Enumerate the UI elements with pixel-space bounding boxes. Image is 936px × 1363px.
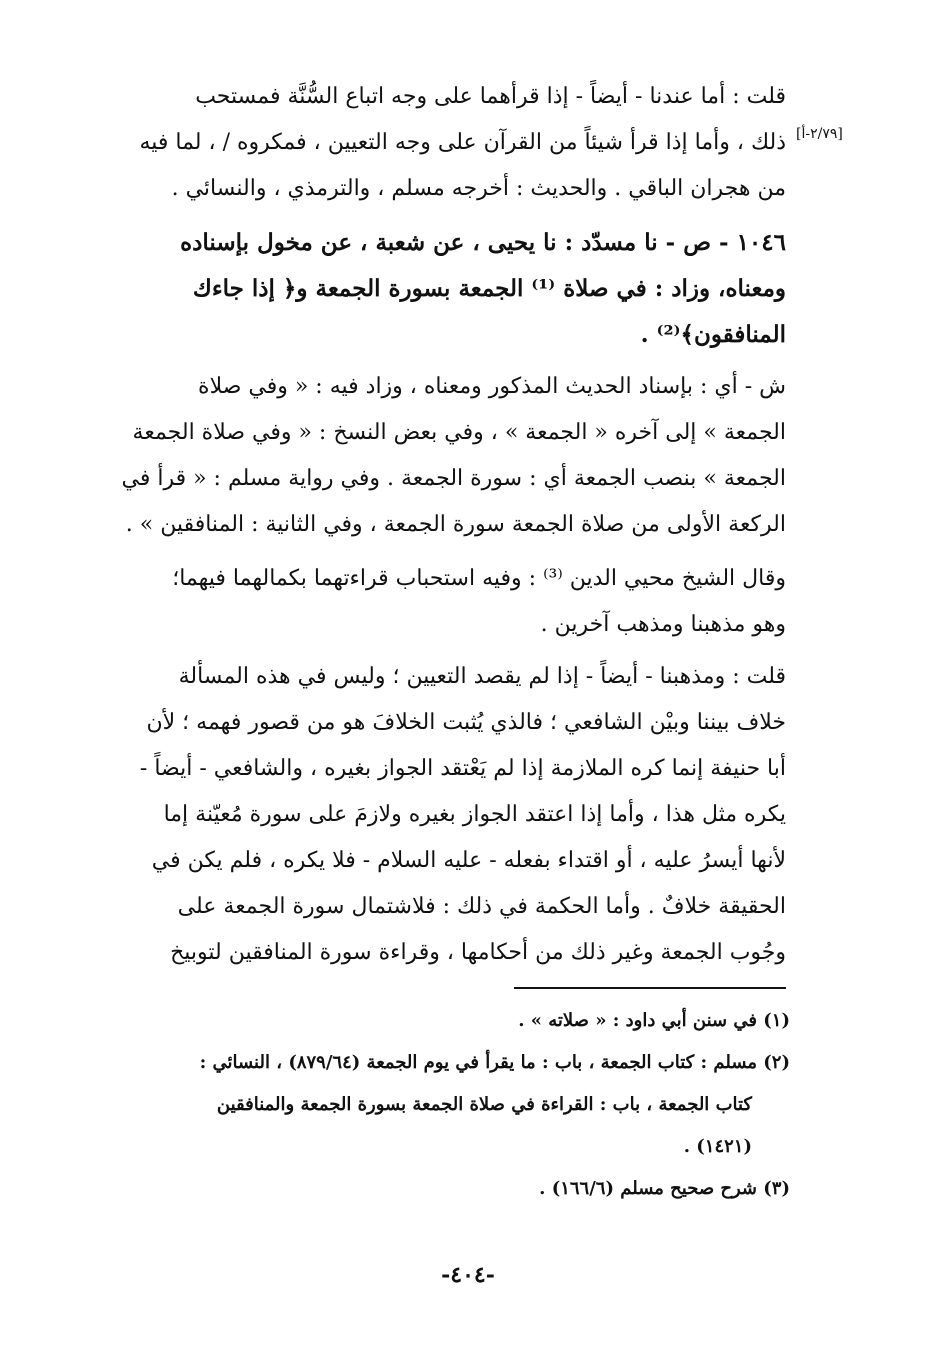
text-line: ١٠٤٦ - ص - نا مسدّد : نا يحيى ، عن شعبة ، عن مخول بإسناده — [180, 229, 786, 256]
footnotes — [100, 1000, 790, 1210]
paragraph-qult-1 — [100, 74, 786, 212]
text-line: المنافقون﴾⁽²⁾ . — [640, 321, 786, 348]
text-line: وقال الشيخ محيي الدين ⁽³⁾ : وفيه استحباب قراءتهما بكمالهما فيهما؛ — [172, 566, 786, 591]
text-line: يكره مثل هذا ، وأما إذا اعتقد الجواز بغيره ولازمَ على سورة مُعيّنة إما — [163, 802, 786, 827]
footnote-2: (٢) مسلم : كتاب الجمعة ، باب : ما يقرأ في يوم الجمعة (٨٧٩/٦٤) ، النسائي : — [199, 1052, 790, 1073]
page-number: -٤٠٤- — [441, 1262, 495, 1288]
footnote-2-continuation: (١٤٢١) . — [683, 1136, 752, 1157]
text-line: قلت : ومذهبنا - أيضاً - إذا لم يقصد التعيين ؛ وليس في هذه المسألة — [178, 664, 786, 689]
text-line: ذلك ، وأما إذا قرأ شيئاً من القرآن على وجه التعيين ، فمكروه / ، لما فيه — [139, 130, 786, 155]
paragraph-qult-2 — [100, 654, 786, 976]
text-line: الحقيقة خلافٌ . وأما الحكمة في ذلك : فلاشتمال سورة الجمعة على — [177, 894, 786, 919]
hadith-text — [100, 220, 786, 358]
manuscript-folio-reference: [٢/٧٩-أ] — [796, 126, 843, 142]
text-line: ومعناه، وزاد : في صلاة ⁽¹⁾ الجمعة بسورة الجمعة و﴿ إذا جاءك — [192, 275, 786, 302]
text-line: الركعة الأولى من صلاة الجمعة سورة الجمعة ، وفي الثانية : المنافقين » . — [125, 512, 786, 537]
footnote-separator-rule — [514, 987, 786, 989]
text-line: قلت : أما عندنا - أيضاً - إذا قرأهما على وجه اتباع السُّنَّة فمستحب — [195, 84, 786, 109]
text-line: ش - أي : بإسناد الحديث المذكور ومعناه ، وزاد فيه : « وفي صلاة — [198, 374, 786, 399]
text-line: وهو مذهبنا ومذهب آخرين . — [540, 612, 786, 637]
text-line: خلاف بيننا وبيْن الشافعي ؛ فالذي يُثبت الخلافَ هو من قصور فهمه ؛ لأن — [146, 710, 786, 735]
text-line: وجُوب الجمعة وغير ذلك من أحكامها ، وقراءة سورة المنافقين لتوبيخ — [170, 940, 786, 965]
text-line: أبا حنيفة إنما كره الملازمة إذا لم يَعْتقد الجواز بغيره ، والشافعي - أيضاً - — [139, 756, 786, 781]
footnote-1: (١) في سنن أبي داود : « صلاته » . — [518, 1010, 790, 1031]
footnote-3: (٣) شرح صحيح مسلم (١٦٦/٦) . — [539, 1178, 790, 1199]
text-line: لأنها أيسرُ عليه ، أو اقتداء بفعله - عليه السلام - فلا يكره ، فلم يكن في — [151, 848, 786, 873]
text-line: الجمعة » إلى آخره « الجمعة » ، وفي بعض النسخ : « وفي صلاة الجمعة — [132, 420, 786, 445]
text-line: الجمعة » بنصب الجمعة أي : سورة الجمعة . وفي رواية مسلم : « قرأ في — [121, 466, 786, 491]
footnote-2-continuation: كتاب الجمعة ، باب : القراءة في صلاة الجمعة بسورة الجمعة والمنافقين — [216, 1094, 752, 1115]
sheikh-quote-paragraph — [100, 556, 786, 648]
text-line: من هجران الباقي . والحديث : أخرجه مسلم ، والترمذي ، والنسائي . — [171, 176, 786, 201]
commentary-paragraph — [100, 364, 786, 548]
